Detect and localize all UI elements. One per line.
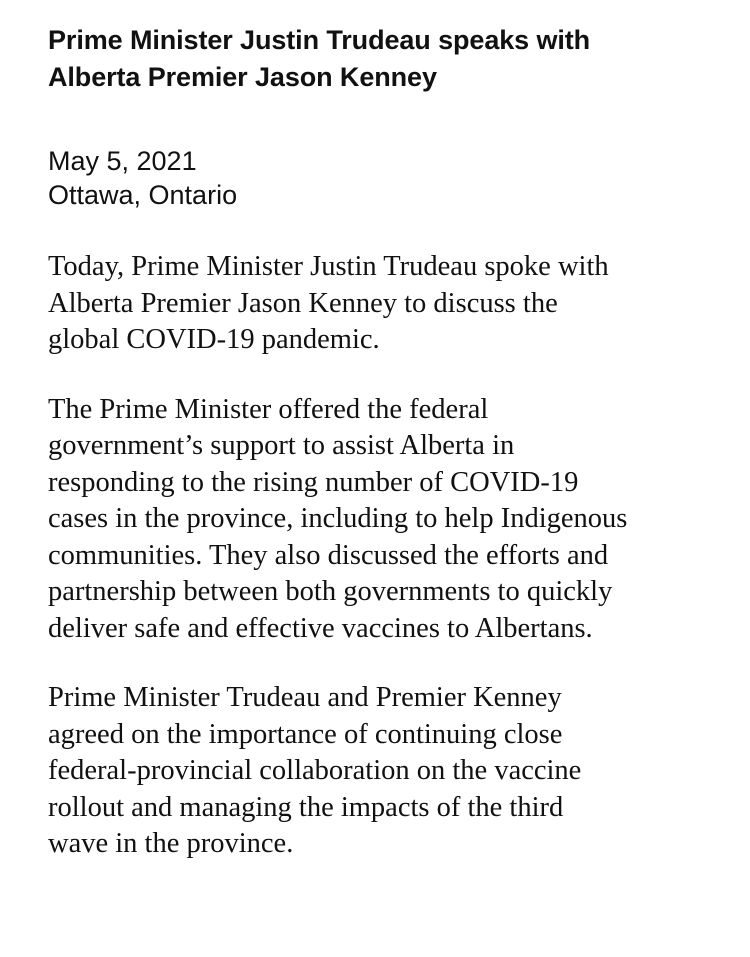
- paragraph-intro: Today, Prime Minister Justin Trudeau spoke with Alberta Premier Jason Kenney to discuss the global COVID-19 pandemic.: [48, 251, 609, 355]
- press-release: [48, 22, 718, 863]
- page-title: Prime Minister Justin Trudeau speaks with Alberta Premier Jason Kenney: [48, 25, 591, 92]
- release-location: Ottawa, Ontario: [48, 180, 238, 210]
- paragraph-agreement: Prime Minister Trudeau and Premier Kenney agreed on the importance of continuing close federal-provincial collaboration on the vaccine rollout and managing the impacts of the third wave in the province.: [48, 682, 582, 859]
- paragraph-support: The Prime Minister offered the federal government’s support to assist Alberta in responding to the rising number of COVID-19 cases in the province, including to help Indigenous communities. They also discussed the efforts and partnership between both governments to quickly deliver safe and effective vaccines to Albertans.: [48, 393, 628, 644]
- release-meta: [48, 144, 718, 212]
- release-date: May 5, 2021: [48, 146, 197, 176]
